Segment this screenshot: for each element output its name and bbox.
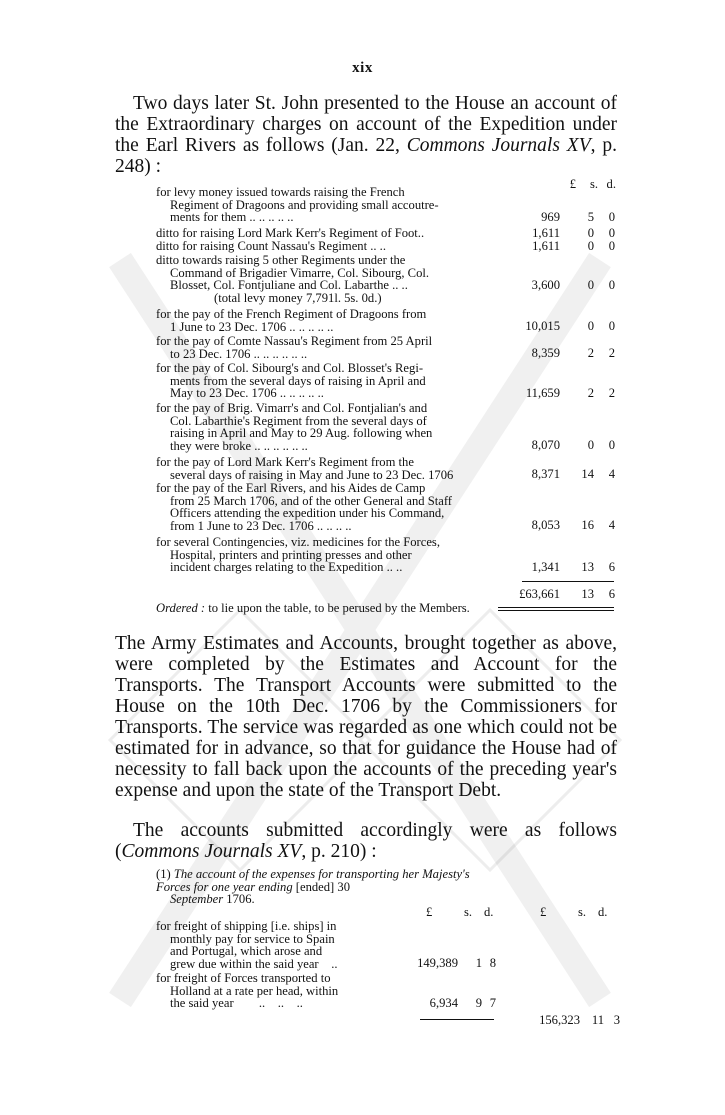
transport-line: grew due within the said year .. [170, 956, 338, 971]
charge-line: for levy money issued towards raising the French [156, 185, 405, 199]
charge-amount [516, 240, 616, 253]
charge-shillings: 2 [587, 346, 594, 361]
charge-description [156, 536, 501, 574]
charge-description [156, 227, 501, 240]
charge-pence: 2 [608, 385, 615, 400]
charge-amount [516, 227, 616, 240]
charge-line: Col. Labarthie's Regiment from the several days of [170, 413, 427, 428]
charge-pence: 4 [608, 467, 615, 482]
charge-row [156, 362, 616, 400]
charge-pounds: 10,015 [525, 319, 560, 334]
transport-line: and Portugal, which arose and [170, 944, 323, 959]
total-row [156, 588, 616, 601]
charge-shillings: 0 [587, 319, 594, 334]
transport-pounds: 6,934 [429, 995, 458, 1010]
charge-amount [516, 387, 616, 400]
charge-description [156, 362, 501, 400]
charge-shillings: 0 [587, 225, 594, 240]
charge-pence: 4 [608, 518, 615, 533]
transport-amount [406, 957, 496, 970]
charge-line: raising in April and May to 29 Aug. following when [170, 426, 433, 441]
charge-line: Command of Brigadier Vimarre, Col. Sibourg, Col. [170, 265, 430, 280]
intro-text: Two days later St. John presented to the House an account of the Extraordinary charges on account of the Expedition under the Earl Rivers as follows (Jan. 22, [115, 93, 617, 156]
t-header-shillings-2: s. [578, 905, 587, 919]
charge-line: Officers attending the expedition under his Command, [170, 506, 445, 521]
charge-line: incident charges relating to the Expedition .. .. [170, 560, 403, 575]
charge-pence: 0 [608, 209, 615, 224]
charge-shillings: 0 [587, 238, 594, 253]
ordered-text: to lie upon the table, to be perused by the Members. [205, 601, 470, 615]
charge-amount [516, 211, 616, 224]
transport-heading-num: (1) [156, 867, 174, 881]
charge-pounds: 8,053 [531, 518, 560, 533]
charge-pounds: 969 [541, 209, 560, 224]
charge-pence: 0 [608, 438, 615, 453]
charge-shillings: 0 [587, 277, 594, 292]
charge-line: ditto towards raising 5 other Regiments under the [156, 253, 406, 267]
charge-pence: 0 [608, 319, 615, 334]
charge-pounds: 1,611 [532, 225, 560, 240]
charge-amount [516, 279, 616, 292]
transport-shillings: 1 [475, 956, 482, 971]
charge-amount [516, 561, 616, 574]
transport-heading [156, 868, 501, 906]
t-header-shillings: s. [464, 905, 473, 919]
charge-line: for the pay of the Earl Rivers, and his Aides de Camp [156, 481, 426, 495]
transport-total-pence: 3 [613, 1013, 620, 1027]
t-header-pounds: £ [426, 905, 433, 919]
total-pence: 6 [608, 587, 615, 601]
charge-description [156, 335, 501, 360]
sum-rule [522, 581, 614, 582]
charge-row [156, 254, 616, 304]
header-pounds: £ [569, 177, 576, 191]
t-header-pounds-2: £ [540, 905, 547, 919]
charge-pence: 0 [608, 225, 615, 240]
transport-line: the said year .. .. .. [170, 996, 303, 1011]
transport-heading-year: 1706. [223, 892, 255, 907]
accounts-paragraph [115, 820, 617, 862]
charge-line: ditto for raising Lord Mark Kerr's Regiment of Foot.. [156, 226, 425, 240]
charge-shillings: 2 [587, 385, 594, 400]
charge-line: for the pay of Col. Sibourg's and Col. Blosset's Regi- [156, 361, 424, 375]
ordered-label: Ordered : [156, 601, 206, 615]
t-header-pence: d. [484, 905, 494, 919]
charge-pounds: 8,371 [531, 467, 560, 482]
charge-description [156, 240, 501, 253]
ordered-note [156, 602, 501, 615]
charge-row [156, 335, 616, 360]
transport-heading-text: The account of the expenses for transporting her Majesty's Forces for one year ending [156, 867, 470, 894]
charge-shillings: 16 [581, 518, 594, 533]
charge-description [156, 482, 501, 532]
t-header-pence-2: d. [598, 905, 608, 919]
charge-line: ditto for raising Count Nassau's Regiment .. .. [156, 239, 386, 253]
transport-paragraph: The Army Estimates and Accounts, brought together as above, were completed by the Estimates and Account for the Transports. The Transport Accounts were submitted to the House on the 10th Dec. 1706 by the Commissioners for Transports. The service was regarded as one which could not be estimated for in advance, so that for guidance the House had of necessity to fall back upon the accounts of the preceding year's expense and upon the state of the Transport Debt. [115, 633, 617, 801]
charge-shillings: 0 [587, 438, 594, 453]
accounts-text-end: , p. 210) : [301, 841, 377, 862]
charge-line: Blosset, Col. Fontjuliane and Col. Labarthe .. .. [170, 278, 408, 293]
charge-line: for the pay of the French Regiment of Dragoons from [156, 307, 427, 321]
charge-row [156, 536, 616, 574]
charge-pounds: 1,611 [532, 238, 560, 253]
charge-row [156, 482, 616, 532]
charge-note: (total levy money 7,791l. 5s. 0d.) [214, 290, 382, 305]
transport-shillings: 9 [475, 995, 482, 1010]
header-pence: d. [606, 177, 616, 191]
intro-paragraph [115, 93, 617, 177]
transport-amount [406, 997, 496, 1010]
total-pounds: £63,661 [519, 587, 560, 601]
charge-amount [516, 320, 616, 333]
charge-pence: 0 [608, 277, 615, 292]
charge-amount [516, 347, 616, 360]
transport-pence: 8 [489, 956, 496, 971]
charge-pence: 0 [608, 238, 615, 253]
charge-line: 1 June to 23 Dec. 1706 .. .. .. .. .. [170, 319, 334, 334]
transport-line: for freight of Forces transported to [156, 971, 331, 985]
transport-pence: 7 [489, 995, 496, 1010]
page-number: xix [352, 60, 373, 76]
transport-pounds: 149,389 [417, 956, 458, 971]
transport-row [156, 920, 496, 970]
charge-description [156, 186, 501, 224]
charge-line: to 23 Dec. 1706 .. .. .. .. .. .. [170, 346, 308, 361]
charge-pounds: 3,600 [531, 277, 560, 292]
charge-line: for the pay of Lord Mark Kerr's Regiment from the [156, 455, 414, 469]
charge-line: for several Contingencies, viz. medicines for the Forces, [156, 535, 440, 549]
transport-sum-rule [420, 1019, 494, 1020]
charge-line: several days of raising in May and June to 23 Dec. 1706 [170, 467, 454, 482]
charge-line: for the pay of Comte Nassau's Regiment from 25 April [156, 334, 433, 348]
charge-pounds: 8,359 [531, 346, 560, 361]
charge-line: from 1 June to 23 Dec. 1706 .. .. .. .. [170, 518, 352, 533]
charge-description [156, 308, 501, 333]
transport-line: for freight of shipping [i.e. ships] in [156, 919, 337, 933]
charge-description [156, 402, 501, 452]
charge-pounds: 8,070 [531, 438, 560, 453]
charge-line: they were broke .. .. .. .. .. .. [170, 438, 308, 453]
charge-pence: 6 [608, 559, 615, 574]
transport-line: monthly pay for service to Spain [170, 931, 335, 946]
charge-line: ments for them .. .. .. .. .. [170, 210, 294, 225]
charge-line: Regiment of Dragoons and providing small accoutre- [170, 197, 439, 212]
charge-line: Hospital, printers and printing presses and other [170, 547, 412, 562]
charge-shillings: 13 [581, 559, 594, 574]
charge-shillings: 14 [581, 467, 594, 482]
intro-text-end: , p. 248) : [115, 135, 617, 177]
accounts-text: The accounts submitted accordingly were as follows ( [115, 820, 617, 862]
charge-row [156, 186, 616, 224]
charge-description [156, 254, 501, 304]
intro-reference: Commons Journals XV [406, 135, 591, 156]
charge-row [156, 227, 616, 240]
header-shillings: s. [589, 177, 598, 191]
charge-line: May to 23 Dec. 1706 .. .. .. .. .. [170, 386, 324, 401]
transport-total-shillings: 11 [591, 1013, 604, 1027]
transport-line: Holland at a rate per head, within [170, 983, 339, 998]
charge-row [156, 402, 616, 452]
transport-heading-month: September [170, 892, 224, 907]
charge-pounds: 1,341 [531, 559, 560, 574]
charge-row [156, 456, 616, 481]
charge-amount [516, 439, 616, 452]
charge-line: for the pay of Brig. Vimarr's and Col. Fontjalian's and [156, 401, 428, 415]
transport-row [156, 972, 496, 1010]
charge-line: from 25 March 1706, and of the other General and Staff [170, 493, 452, 508]
transport-total-pounds: 156,323 [539, 1013, 580, 1027]
total-double-rule [498, 607, 614, 611]
charge-row [156, 240, 616, 253]
charge-row [156, 308, 616, 333]
charge-line: ments from the several days of raising in April and [170, 373, 426, 388]
accounts-reference: Commons Journals XV [121, 841, 302, 862]
total-shillings: 13 [581, 587, 594, 601]
charge-pence: 2 [608, 346, 615, 361]
charge-amount [516, 468, 616, 481]
charge-description [156, 456, 501, 481]
charge-shillings: 5 [587, 209, 594, 224]
charge-amount [516, 519, 616, 532]
charge-pounds: 11,659 [525, 385, 560, 400]
transport-heading-tail: [ended] 30 [292, 879, 350, 894]
